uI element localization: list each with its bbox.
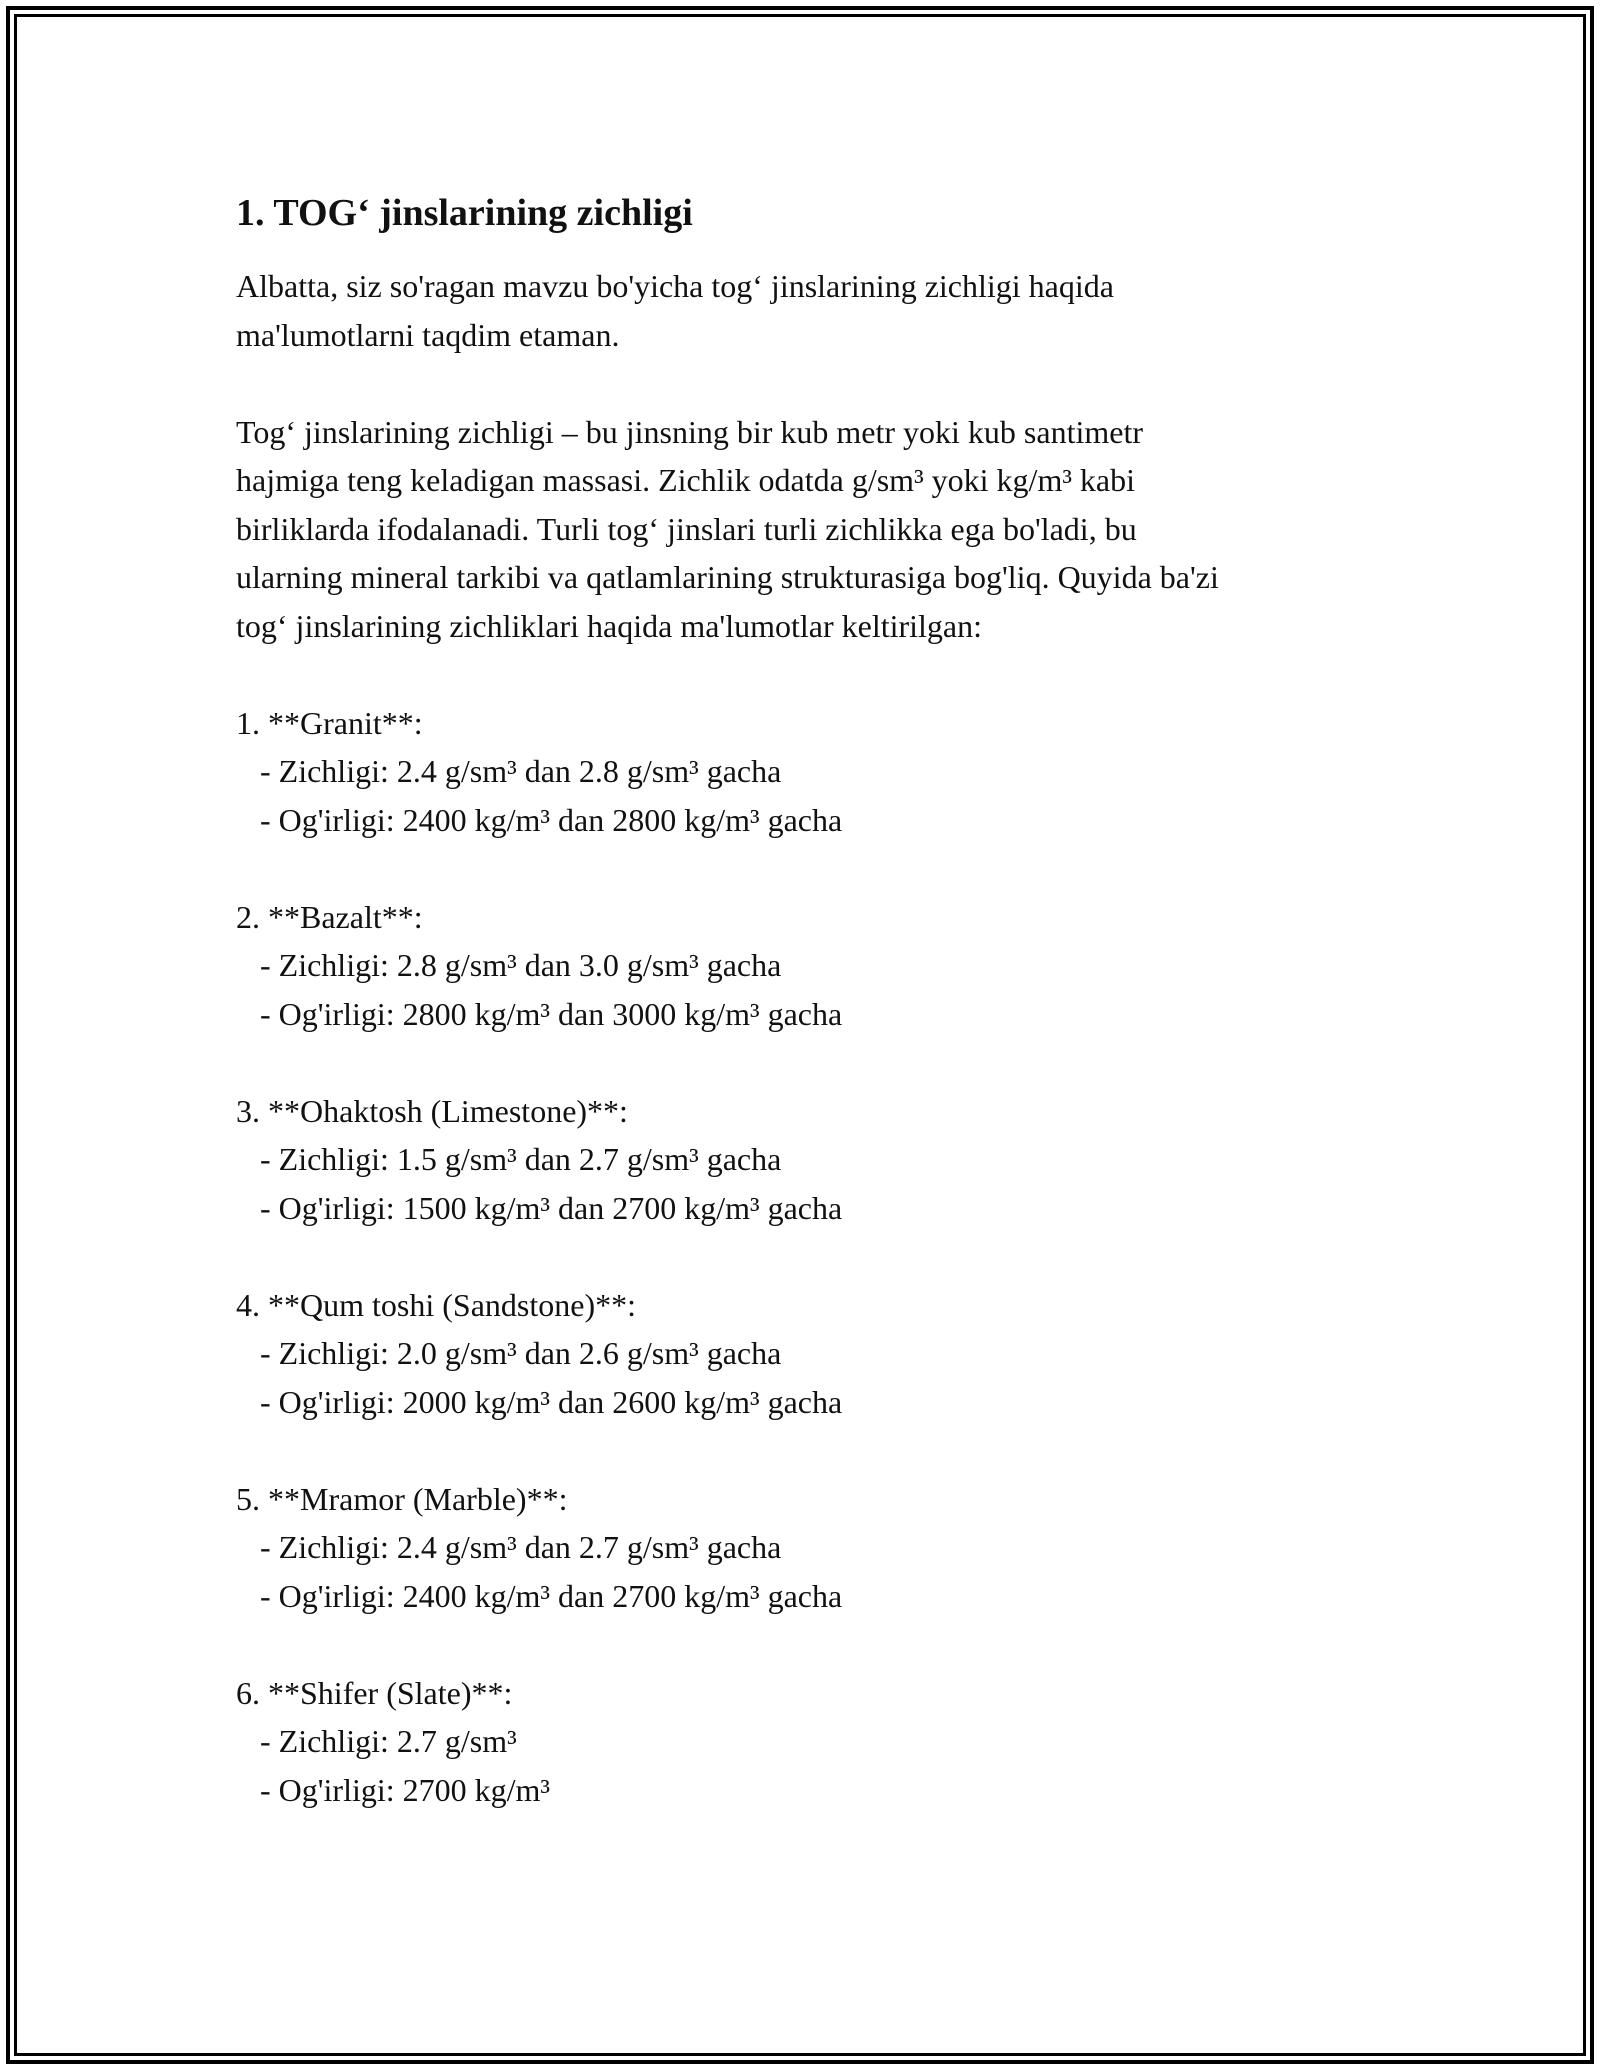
list-item — [236, 1669, 1386, 1815]
list-item-heading: 1. **Granit**: — [236, 704, 423, 741]
body-paragraph — [236, 408, 1386, 651]
body-line: ularning mineral tarkibi va qatlamlarining strukturasiga bog'liq. Quyida ba'zi — [236, 559, 1219, 595]
list-item-weight: - Og'irligi: 2400 kg/m³ dan 2700 kg/m³ gacha — [236, 1577, 843, 1614]
body-line: hajmiga teng keladigan massasi. Zichlik odatda g/sm³ yoki kg/m³ kabi — [236, 462, 1136, 498]
intro-line: ma'lumotlarni taqdim etaman. — [236, 316, 620, 353]
intro-line: Albatta, siz so'ragan mavzu bo'yicha tog‘ jinslarining zichligi haqida — [236, 268, 1114, 304]
list-item-density: - Zichligi: 2.4 g/sm³ dan 2.7 g/sm³ gacha — [236, 1529, 782, 1565]
list-item-heading: 2. **Bazalt**: — [236, 898, 423, 935]
list-item-weight: - Og'irligi: 2400 kg/m³ dan 2800 kg/m³ gacha — [236, 801, 843, 838]
list-gap — [236, 1620, 1386, 1669]
document-title: 1. TOG‘ jinslarining zichligi — [236, 192, 693, 234]
list-item — [236, 893, 1386, 1039]
body-line: birliklarda ifodalanadi. Turli tog‘ jinslari turli zichlikka ega bo'ladi, bu — [236, 510, 1137, 547]
list-gap — [236, 1426, 1386, 1475]
intro-paragraph — [236, 262, 1386, 359]
list-item-heading: 3. **Ohaktosh (Limestone)**: — [236, 1092, 628, 1129]
list-item — [236, 699, 1386, 845]
body-line: tog‘ jinslarining zichliklari haqida ma'lumotlar keltirilgan: — [236, 607, 983, 644]
list-gap — [236, 1232, 1386, 1281]
list-item-density: - Zichligi: 2.0 g/sm³ dan 2.6 g/sm³ gacha — [236, 1335, 782, 1371]
paragraph-gap — [236, 359, 1386, 408]
list-item-density: - Zichligi: 2.4 g/sm³ dan 2.8 g/sm³ gacha — [236, 753, 782, 789]
list-item-weight: - Og'irligi: 2800 kg/m³ dan 3000 kg/m³ gacha — [236, 995, 843, 1032]
list-gap — [236, 1038, 1386, 1087]
document-body — [236, 186, 1386, 1814]
list-item — [236, 1475, 1386, 1621]
list-item-weight: - Og'irligi: 2000 kg/m³ dan 2600 kg/m³ gacha — [236, 1383, 843, 1420]
list-item-weight: - Og'irligi: 2700 kg/m³ — [236, 1771, 551, 1808]
list-item-heading: 6. **Shifer (Slate)**: — [236, 1674, 513, 1711]
list-item-heading: 5. **Mramor (Marble)**: — [236, 1480, 568, 1517]
list-item-density: - Zichligi: 1.5 g/sm³ dan 2.7 g/sm³ gacha — [236, 1141, 782, 1177]
list-gap — [236, 844, 1386, 893]
list-item — [236, 1281, 1386, 1427]
list-item — [236, 1087, 1386, 1233]
list-item-heading: 4. **Qum toshi (Sandstone)**: — [236, 1286, 636, 1323]
paragraph-gap — [236, 650, 1386, 699]
list-item-density: - Zichligi: 2.8 g/sm³ dan 3.0 g/sm³ gacha — [236, 947, 782, 983]
rock-list — [236, 699, 1386, 1815]
body-line: Tog‘ jinslarining zichligi – bu jinsning bir kub metr yoki kub santimetr — [236, 413, 1143, 450]
list-item-density: - Zichligi: 2.7 g/sm³ — [236, 1723, 517, 1759]
list-item-weight: - Og'irligi: 1500 kg/m³ dan 2700 kg/m³ gacha — [236, 1189, 843, 1226]
